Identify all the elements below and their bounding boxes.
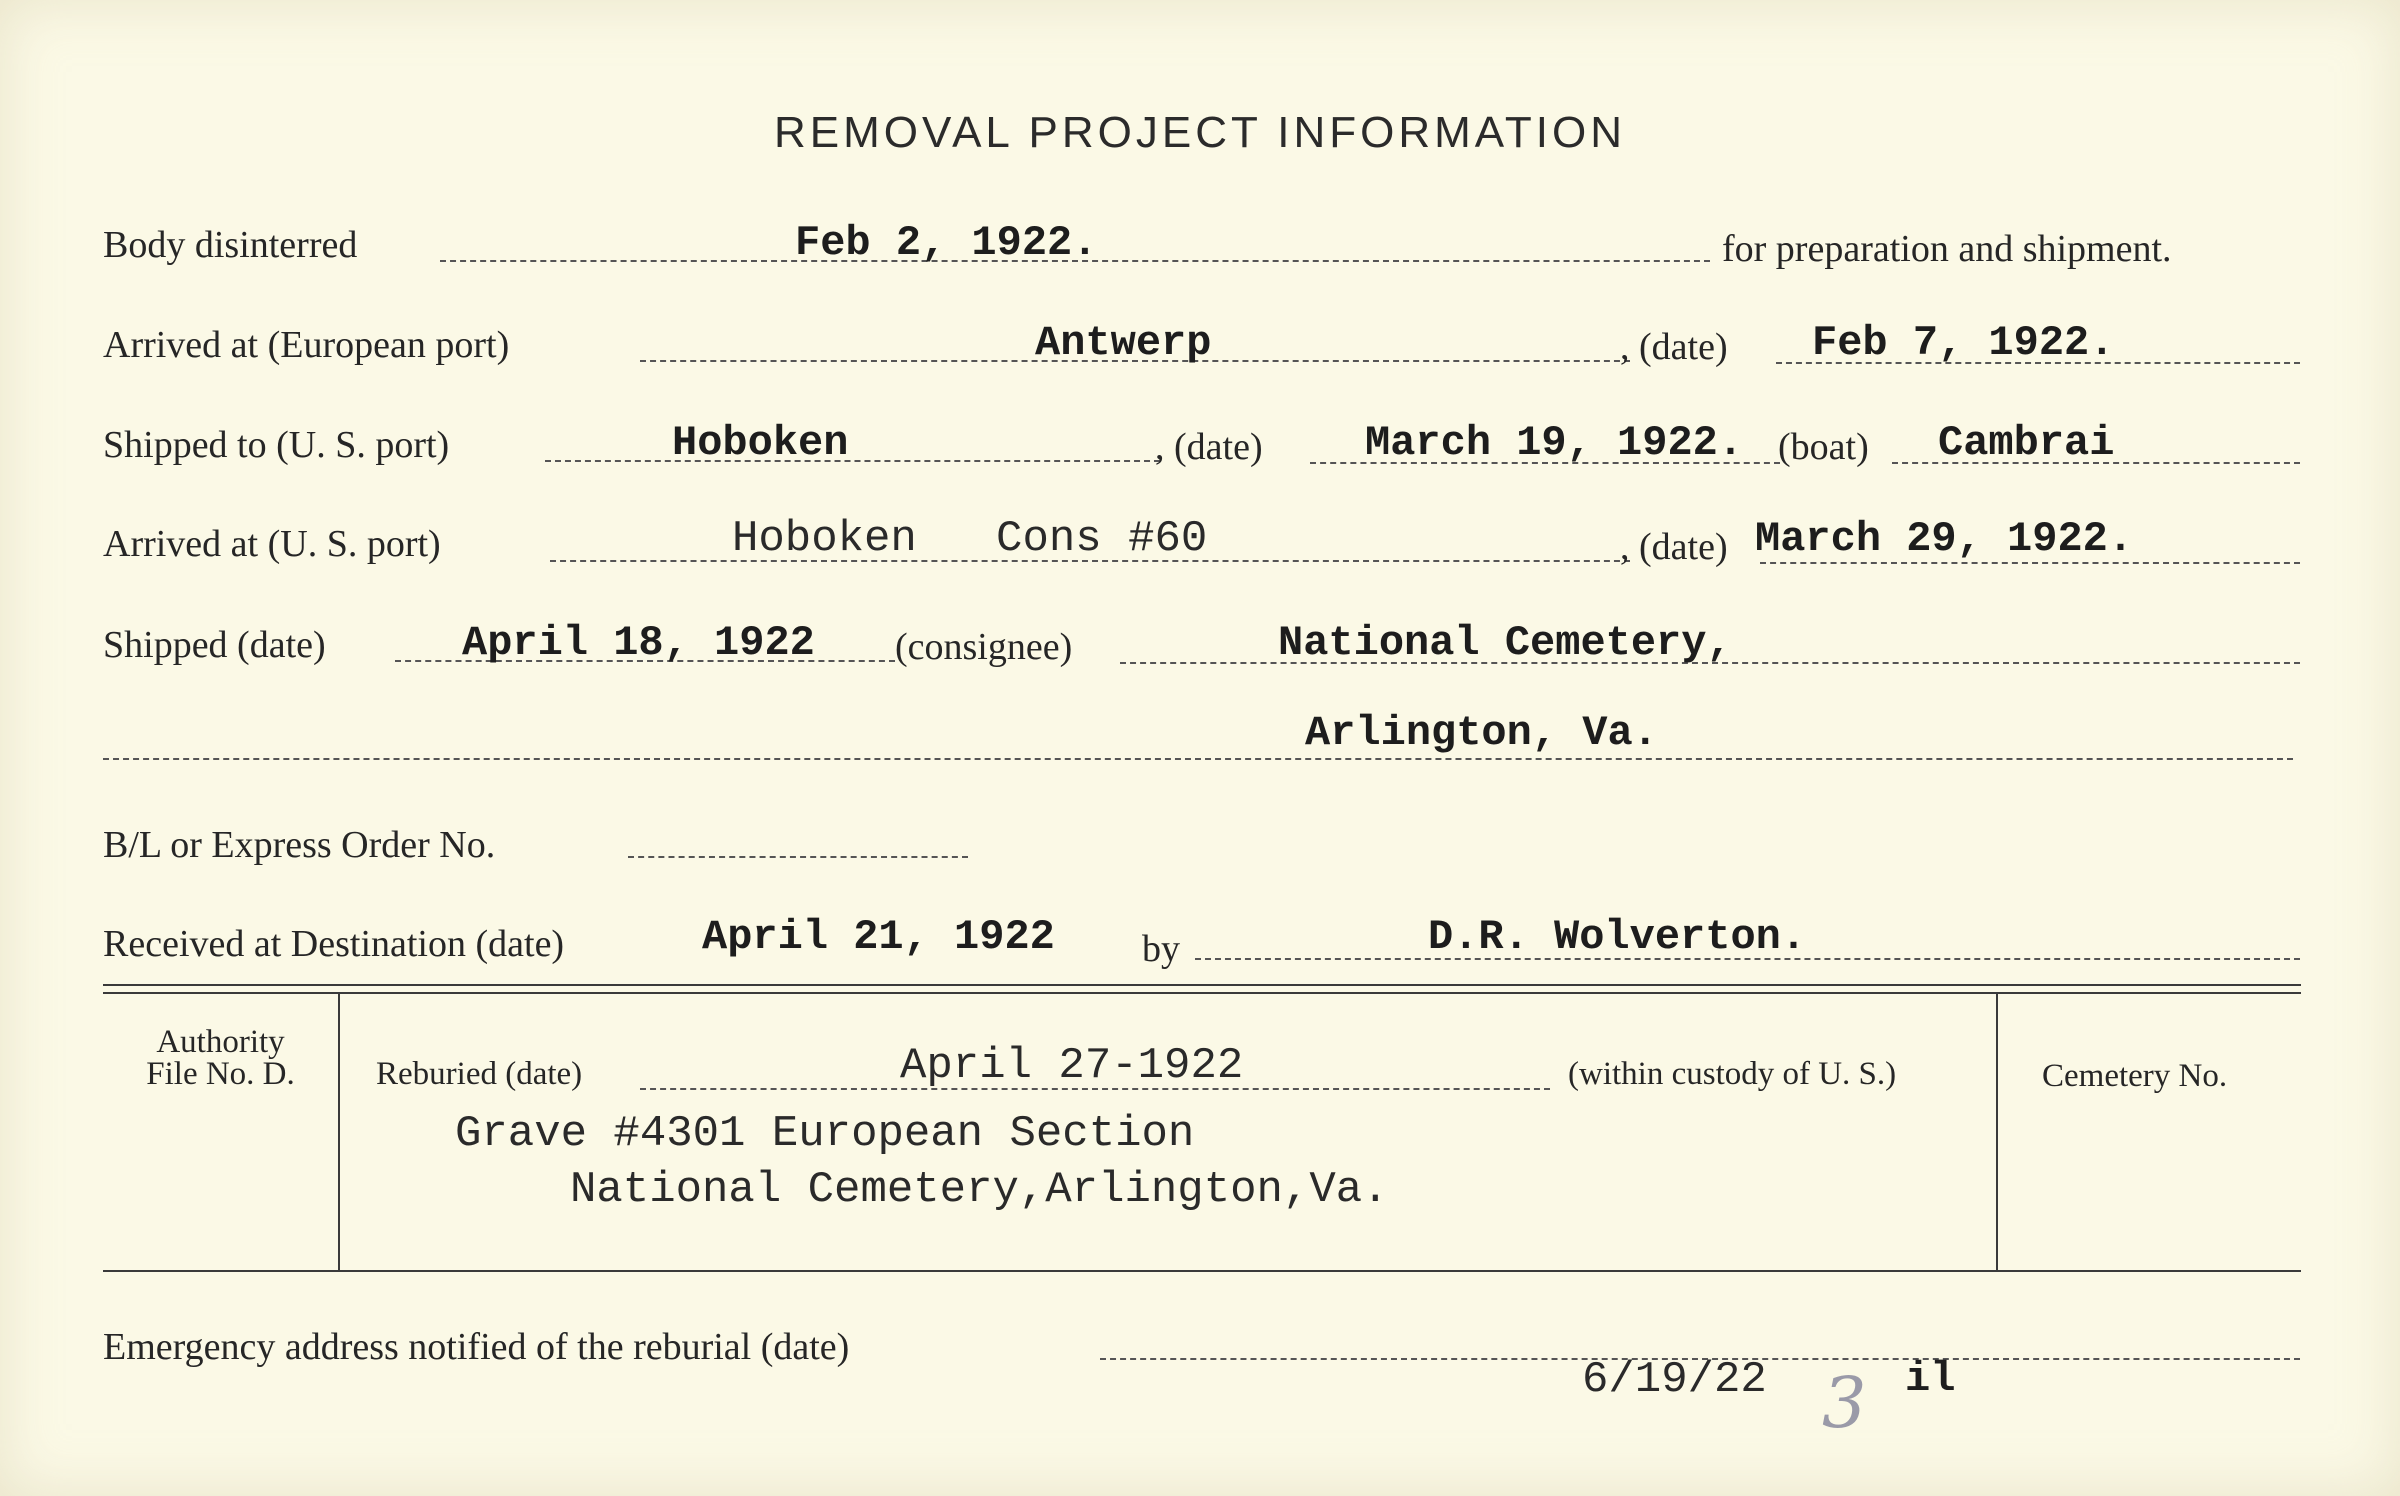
grave-line-1: Grave #4301 European Section [455, 1109, 1195, 1159]
file-no-label: File No. D. [146, 1056, 295, 1092]
received-date: April 21, 1922 [702, 913, 1055, 961]
bl-label: B/L or Express Order No. [103, 824, 496, 866]
shipped-us-label: Shipped to (U. S. port) [103, 424, 450, 466]
handwritten-mark: 3 [1822, 1362, 1867, 1444]
custody-label: (within custody of U. S.) [1568, 1056, 1897, 1092]
arrived-european-label: Arrived at (European port) [103, 324, 510, 366]
bl-line [628, 856, 968, 858]
reburied-label: Reburied (date) [376, 1056, 583, 1092]
body-disinterred-label: Body disinterred [103, 224, 358, 266]
received-label: Received at Destination (date) [103, 923, 565, 965]
consignee-value: National Cemetery, [1278, 619, 1732, 667]
shipped-us-date: March 19, 1922. [1365, 419, 1744, 467]
received-by: D.R. Wolverton. [1428, 913, 1807, 961]
box-divider-left [338, 994, 340, 1270]
box-divider-right [1996, 994, 1998, 1270]
body-disinterred-suffix: for preparation and shipment. [1722, 228, 2172, 270]
consignee-label: (consignee) [895, 626, 1073, 668]
emergency-label: Emergency address notified of the reburial (date) [103, 1326, 850, 1368]
box-top-rule-2 [103, 992, 2301, 994]
shipped-us-boat-label: (boat) [1778, 426, 1869, 468]
arrived-us-value: Hoboken Cons #60 [732, 514, 1208, 564]
emergency-date: 6/19/22 [1582, 1355, 1767, 1405]
shipped-us-date-label: , (date) [1155, 426, 1263, 468]
arrived-us-label: Arrived at (U. S. port) [103, 523, 441, 565]
shipped-date: April 18, 1922 [462, 619, 815, 667]
arrived-european-date: Feb 7, 1922. [1812, 319, 2115, 367]
arrived-european-value: Antwerp [1035, 319, 1212, 367]
box-bottom-rule [103, 1270, 2301, 1272]
authority-label: Authority [156, 1024, 285, 1060]
arrived-us-date: March 29, 1922. [1755, 515, 2134, 563]
grave-line-2: National Cemetery,Arlington,Va. [570, 1165, 1389, 1215]
shipped-us-boat: Cambrai [1938, 419, 2115, 467]
box-top-rule-1 [103, 984, 2301, 986]
body-disinterred-value: Feb 2, 1922. [795, 219, 1098, 267]
shipped-label: Shipped (date) [103, 624, 326, 666]
arrived-european-date-label: , (date) [1620, 326, 1728, 368]
received-by-label: by [1142, 928, 1180, 970]
shipped-us-value: Hoboken [672, 419, 849, 467]
reburied-date: April 27-1922 [900, 1041, 1244, 1091]
arrived-us-date-label: , (date) [1620, 526, 1728, 568]
consignee-value-2: Arlington, Va. [1305, 709, 1658, 757]
consignee-line-2 [103, 758, 2293, 760]
emergency-initials: il [1905, 1355, 1956, 1403]
card-title: REMOVAL PROJECT INFORMATION [774, 108, 1626, 157]
cemetery-no-label: Cemetery No. [2042, 1058, 2228, 1094]
shipped-us-line [545, 460, 1160, 462]
